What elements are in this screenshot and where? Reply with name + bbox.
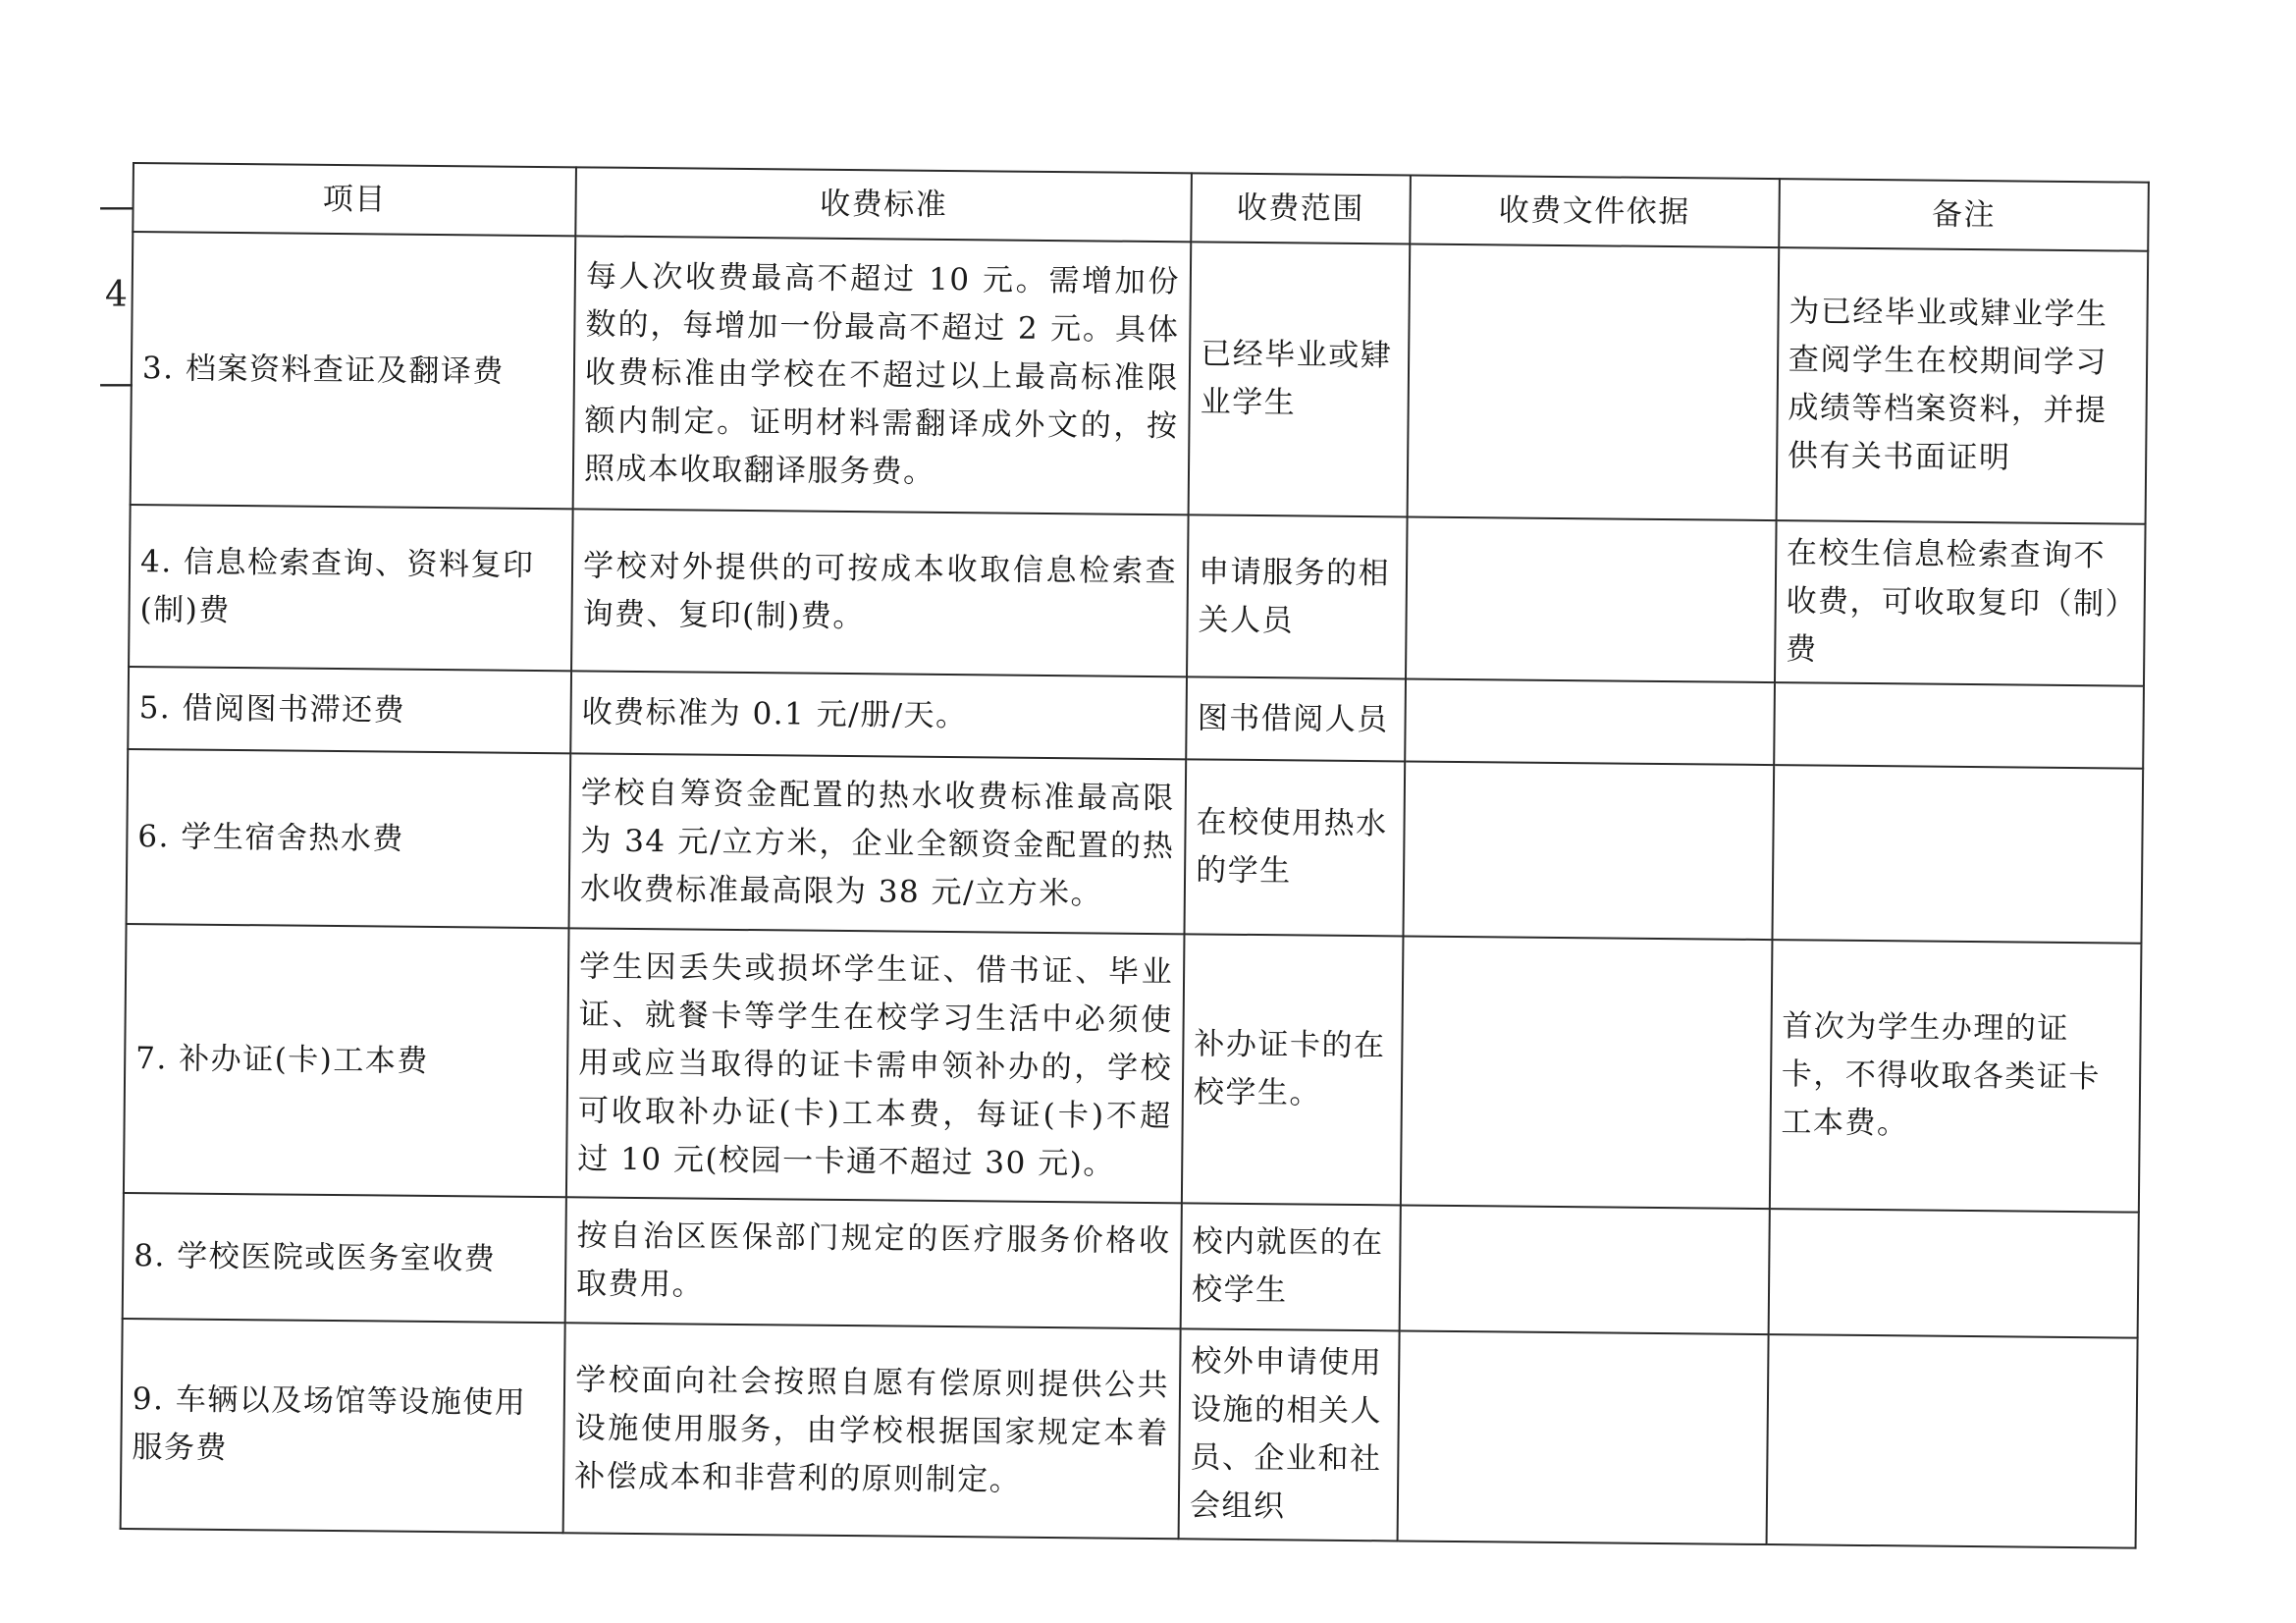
cell-standard: 学校自筹资金配置的热水收费标准最高限为 34 元/立方米，企业全额资金配置的热水收费标准最高限为 38 元/立方米。 — [569, 753, 1187, 934]
cell-basis — [1405, 678, 1775, 765]
cell-basis — [1407, 243, 1779, 520]
cell-scope: 校外申请使用设施的相关人员、企业和社会组织 — [1179, 1328, 1400, 1541]
cell-item: 6. 学生宿舍热水费 — [127, 749, 571, 928]
cell-item: 3. 档案资料查证及翻译费 — [131, 232, 576, 509]
cell-basis — [1400, 936, 1772, 1209]
cell-note — [1774, 682, 2144, 769]
table-row — [127, 749, 2144, 944]
cell-note — [1766, 1334, 2137, 1548]
cell-standard: 学生因丢失或损坏学生证、借书证、毕业证、就餐卡等学生在校学习生活中必须使用或应当取得的证卡需申领补办的，学校可收取补办证(卡)工本费，每证(卡)不超过 10 元(校园一卡通不超过 30 元)。 — [566, 928, 1185, 1203]
cell-scope: 已经毕业或肄业学生 — [1189, 242, 1410, 516]
header-basis: 收费文件依据 — [1410, 175, 1780, 247]
cell-basis — [1403, 761, 1774, 940]
cell-standard: 学校对外提供的可按成本收取信息检索查询费、复印(制)费。 — [571, 509, 1189, 676]
table-row — [129, 505, 2145, 686]
cell-standard: 每人次收费最高不超过 10 元。需增加份数的，每增加一份最高不超过 2 元。具体收费标准由学校在不超过以上最高标准限额内制定。证明材料需翻译成外文的，按照成本收取翻译服务费。 — [573, 236, 1192, 514]
cell-basis — [1397, 1330, 1768, 1544]
cell-scope: 在校使用热水的学生 — [1185, 759, 1405, 936]
table-row — [121, 1319, 2138, 1548]
cell-basis — [1406, 516, 1777, 682]
cell-standard: 学校面向社会按照自愿有偿原则提供公共设施使用服务，由学校根据国家规定本着补偿成本和非营利的原则制定。 — [563, 1323, 1181, 1539]
cell-item: 8. 学校医院或医务室收费 — [123, 1193, 566, 1323]
cell-standard: 按自治区医保部门规定的医疗服务价格收取费用。 — [565, 1197, 1182, 1328]
cell-scope: 图书借阅人员 — [1186, 676, 1405, 761]
fee-table — [120, 162, 2150, 1549]
cell-note — [1772, 765, 2143, 944]
header-standard: 收费标准 — [575, 167, 1192, 242]
cell-standard: 收费标准为 0.1 元/册/天。 — [570, 671, 1187, 759]
cell-item: 9. 车辆以及场馆等设施使用服务费 — [121, 1319, 565, 1533]
cell-scope: 补办证卡的在校学生。 — [1182, 934, 1403, 1205]
table-row — [123, 1193, 2139, 1338]
header-item: 项目 — [133, 163, 576, 236]
table-row — [131, 232, 2149, 524]
cell-scope: 校内就医的在校学生 — [1181, 1203, 1401, 1330]
cell-note: 首次为学生办理的证卡，不得收取各类证卡工本费。 — [1770, 940, 2142, 1213]
table-row — [124, 924, 2142, 1213]
cell-item: 4. 信息检索查询、资料复印(制)费 — [129, 505, 573, 671]
cell-note — [1768, 1209, 2138, 1338]
cell-item: 7. 补办证(卡)工本费 — [124, 924, 569, 1197]
cell-note: 在校生信息检索查询不收费，可收取复印（制）费 — [1775, 520, 2146, 686]
cell-item: 5. 借阅图书滞还费 — [128, 667, 571, 753]
header-note: 备注 — [1779, 179, 2149, 251]
cell-basis — [1399, 1205, 1769, 1334]
cell-note: 为已经毕业或肄业学生查阅学生在校期间学习成绩等档案资料，并提供有关书面证明 — [1776, 247, 2148, 524]
page-number: — 4 — — [96, 187, 136, 407]
fee-table-container — [120, 162, 2150, 1549]
header-scope: 收费范围 — [1191, 173, 1410, 243]
cell-scope: 申请服务的相关人员 — [1187, 514, 1407, 678]
